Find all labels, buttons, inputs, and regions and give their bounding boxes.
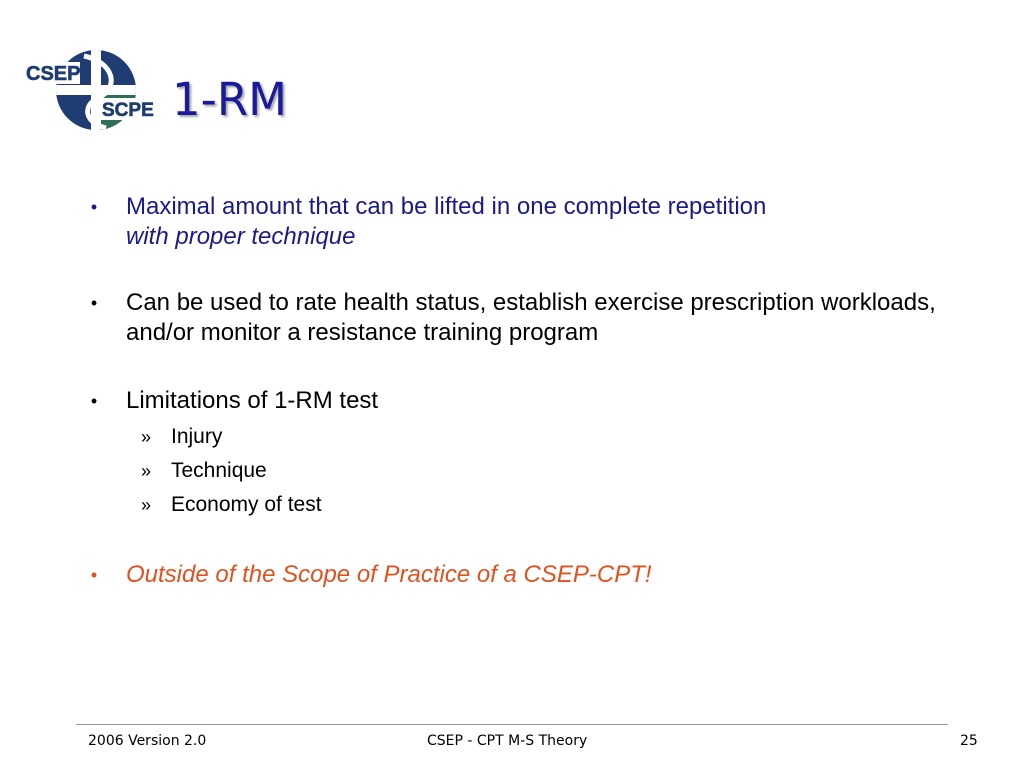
bullet-item xyxy=(84,288,964,348)
csep-scpe-logo xyxy=(24,48,164,132)
footer-course-title: CSEP - CPT M-S Theory xyxy=(427,733,588,749)
bullet-text: Maximal amount that can be lifted in one complete repetition xyxy=(126,193,767,220)
bullet-text: Outside of the Scope of Practice of a CSEP-CPT! xyxy=(126,561,652,588)
logo-horizontal-bar xyxy=(54,85,138,95)
logo-text-bottom: SCPE xyxy=(102,100,154,121)
sub-bullet-text: Economy of test xyxy=(171,493,322,516)
footer-divider xyxy=(76,724,948,725)
bullet-emphasis: with proper technique xyxy=(126,223,356,250)
bullet-dot: • xyxy=(90,391,98,411)
bullet-dot: • xyxy=(90,293,98,313)
sub-bullet-marker: » xyxy=(141,427,152,447)
bullet-item xyxy=(84,386,964,522)
bullet-item xyxy=(84,192,964,252)
slide-title: 1-RM xyxy=(172,73,287,126)
sub-bullet-text: Technique xyxy=(171,459,267,482)
footer-version: 2006 Version 2.0 xyxy=(88,733,207,749)
bullet-dot: • xyxy=(90,197,98,217)
bullet-list xyxy=(84,192,964,590)
bullet-text: Can be used to rate health status, establish exercise prescription workloads, and/or monitor a resistance training program xyxy=(126,289,936,346)
sub-bullet-item xyxy=(126,454,964,488)
footer-page-number: 25 xyxy=(960,733,978,749)
sub-bullet-text: Injury xyxy=(171,425,223,448)
sub-bullet-marker: » xyxy=(141,461,152,481)
logo-text-top: CSEP xyxy=(26,63,81,85)
sub-bullet-list xyxy=(126,420,964,522)
sub-bullet-marker: » xyxy=(141,495,152,515)
sub-bullet-item xyxy=(126,488,964,522)
bullet-dot: • xyxy=(90,565,98,585)
sub-bullet-item xyxy=(126,420,964,454)
bullet-text: Limitations of 1-RM test xyxy=(126,387,379,414)
bullet-item-highlight xyxy=(84,560,964,590)
